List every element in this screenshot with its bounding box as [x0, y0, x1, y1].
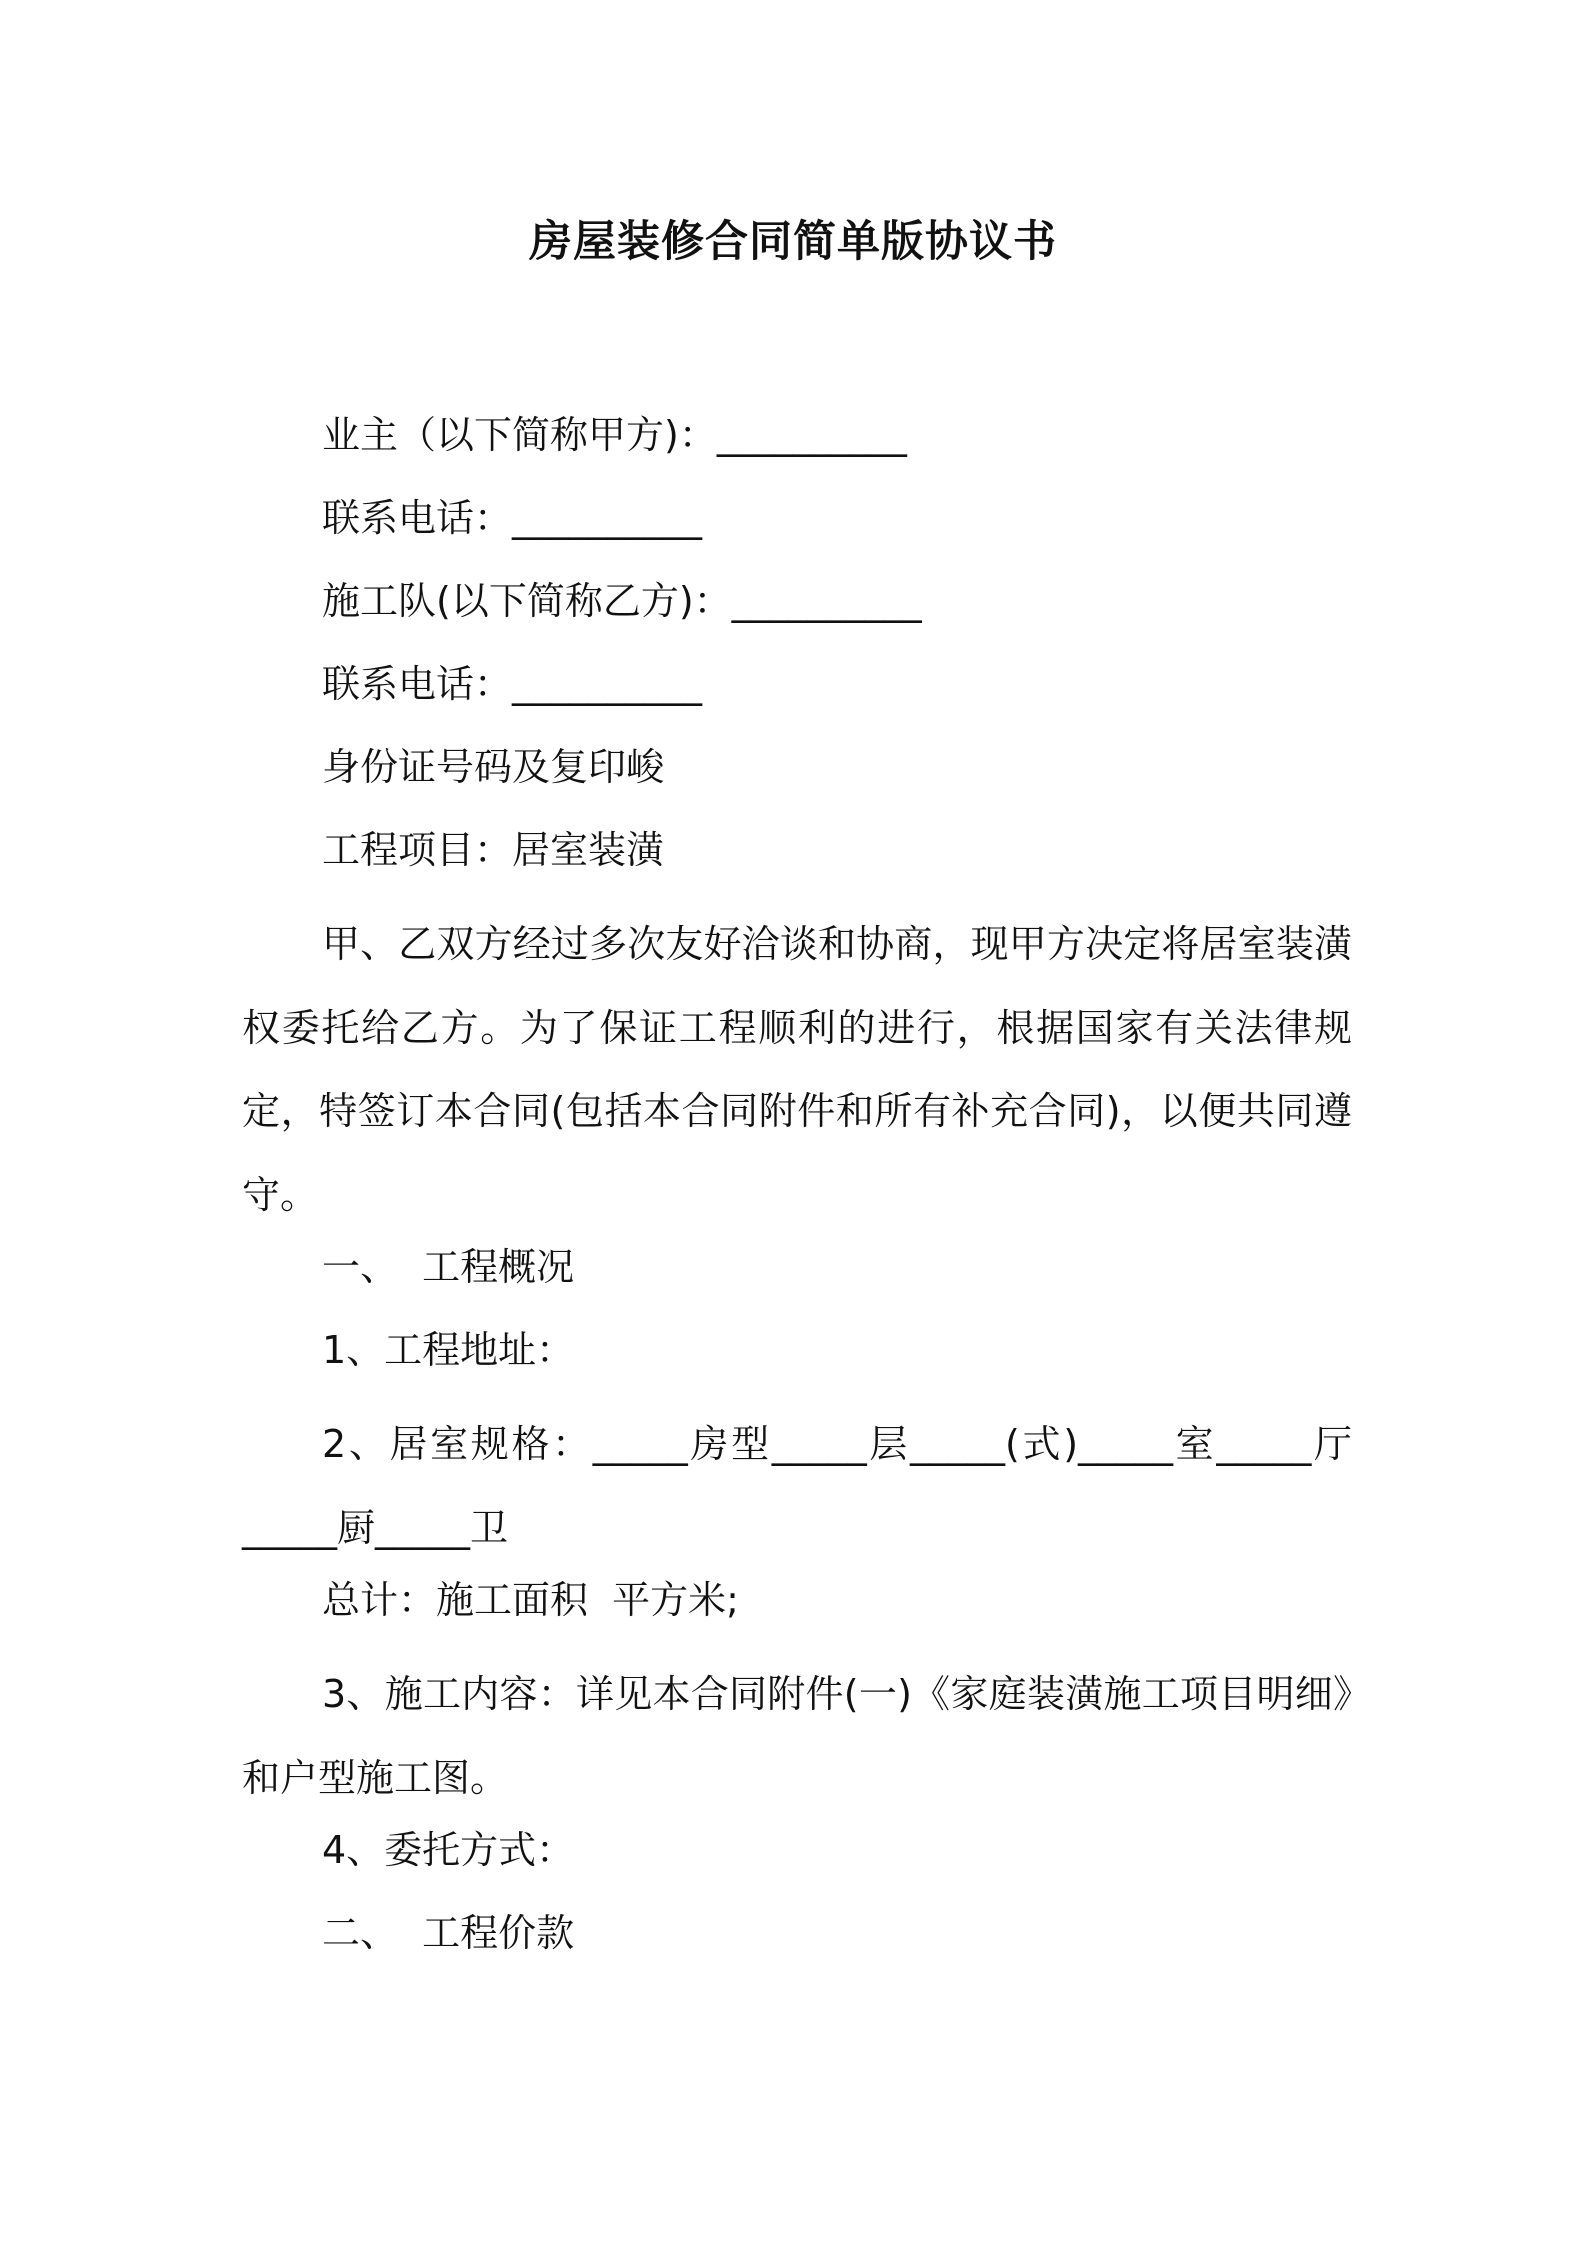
- item-1-address: 1、工程地址：: [322, 1328, 575, 1372]
- document-title: 房屋装修合同简单版协议书: [529, 217, 1057, 267]
- owner-line: 业主（以下简称甲方)：__________: [322, 413, 907, 457]
- project-line: 工程项目：居室装潢: [322, 828, 665, 872]
- contractor-line: 施工队(以下简称乙方)：__________: [322, 579, 922, 623]
- section-2-heading: 二、 工程价款: [322, 1911, 575, 1955]
- item-4-commission-method: 4、委托方式：: [322, 1828, 575, 1872]
- section-1-heading: 一、 工程概况: [322, 1245, 575, 1289]
- id-card-line: 身份证号码及复印峻: [322, 745, 665, 789]
- contractor-phone-line: 联系电话：__________: [322, 662, 703, 706]
- total-area-line: 总计：施工面积 平方米;: [322, 1578, 739, 1622]
- item-3-construction-content: 3、施工内容：详见本合同附件(一)《家庭装潢施工项目明细》和户型施工图。: [242, 1672, 1352, 1800]
- intro-paragraph: 甲、乙双方经过多次友好洽谈和协商，现甲方决定将居室装潢权委托给乙方。为了保证工程顺利的进行，根据国家有关法律规定，特签订本合同(包括本合同附件和所有补充合同)，以便共同遵守。: [242, 922, 1352, 1217]
- item-2-room-spec: 2、居室规格：_____房型_____层_____(式)_____室_____厅_____厨_____卫: [242, 1422, 1352, 1550]
- owner-phone-line: 联系电话：__________: [322, 496, 703, 540]
